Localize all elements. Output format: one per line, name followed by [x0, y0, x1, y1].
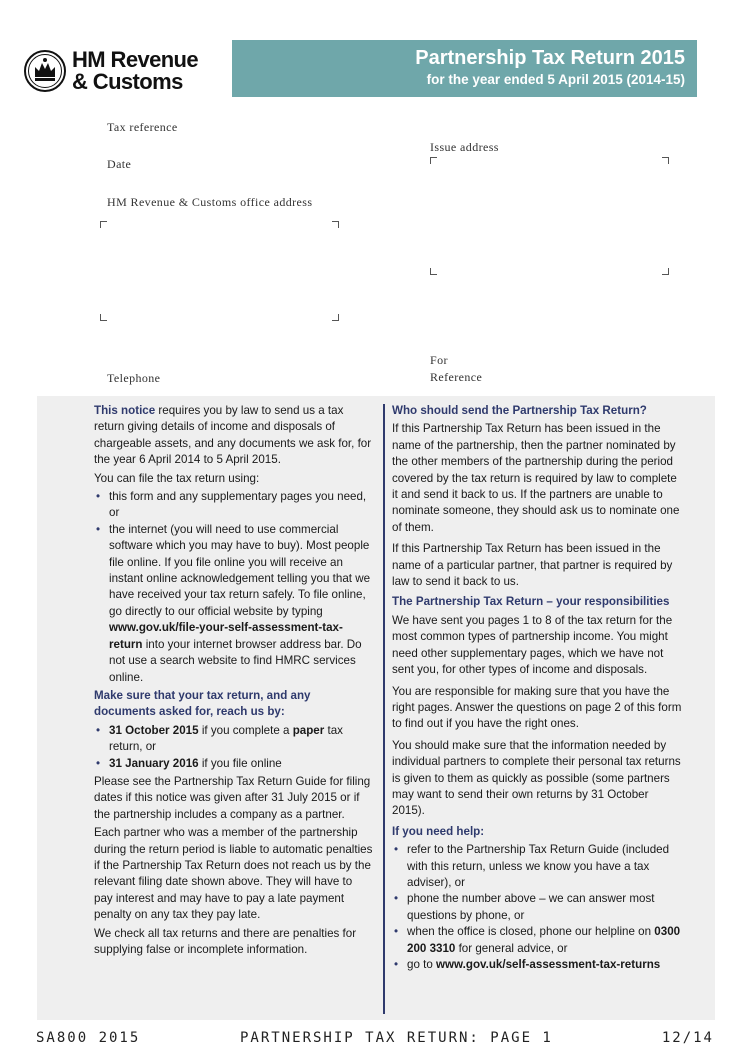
issue-address-box-corner — [662, 268, 669, 275]
office-address-box-corner — [100, 314, 107, 321]
list-item — [392, 924, 684, 957]
file-online-link[interactable]: www.gov.uk/file-your-self-assessment-tax-return — [109, 621, 343, 651]
check-note: We check all tax returns and there are penalties for supplying false or incomplete information. — [94, 926, 357, 956]
paper-emphasis: paper — [292, 723, 325, 737]
filing-methods-list — [94, 489, 374, 686]
list-item-text: when the office is closed, phone our helpline on — [407, 925, 655, 939]
list-item-text: for general advice, or — [455, 941, 568, 955]
form-subtitle: for the year ended 5 April 2015 (2014-15) — [426, 72, 685, 87]
guide-note: Please see the Partnership Tax Return Guide for filing dates if this notice was given after 31 July 2015 or if the partnership includes a company as a partner. — [94, 774, 371, 821]
form-code: SA800 2015 — [36, 1030, 141, 1046]
issue-address-label: Issue address — [430, 140, 499, 154]
telephone-label: Telephone — [107, 371, 161, 385]
deadline-date: 31 January 2016 — [109, 756, 199, 770]
list-item — [94, 756, 374, 772]
particular-partner-text: If this Partnership Tax Return has been issued in the name of a particular partner, that partner is required by law to send it back to us. — [392, 542, 673, 589]
penalty-note: Each partner who was a member of the partnership during the return period is liable to automatic penalties if the Partnership Tax Return does not reach us by the relevant filing date shown above. They will have to pay interest and may have to pay a late payment penalty on any tax they pay late. — [94, 826, 373, 922]
who-should-send-text: If this Partnership Tax Return has been issued in the name of the partnership, then the partner nominated by the other members of the partnership during the period covered by the tax return is required by law to complete it and send it back to us. If the partners are unable to nominate someone, they should ask us to nominate one of them. — [392, 422, 680, 534]
title-banner — [232, 40, 697, 97]
crown-crest-icon — [24, 48, 66, 94]
list-item-text: go to — [407, 958, 437, 971]
date-label: Date — [107, 157, 132, 171]
help-list — [392, 842, 684, 973]
help-heading: If you need help: — [392, 824, 485, 838]
tax-reference-label: Tax reference — [107, 120, 178, 134]
right-column — [392, 403, 684, 973]
issue-address-box-corner — [430, 268, 437, 275]
list-item-text: if you file online — [198, 756, 282, 770]
pages-sent-text: We have sent you pages 1 to 8 of the tax return for the most common types of partnership income. You might need other supplementary pages, which we have not sent you, for other types of income and disposals. — [392, 613, 673, 677]
list-item-text: tax return, or — [109, 723, 343, 754]
logo-line-1: HM Revenue — [72, 47, 199, 72]
right-pages-text: You are responsible for making sure that you have the right pages. Answer the questions on page 2 of this form to find out if you have the right ones. — [392, 684, 682, 731]
self-assessment-link[interactable]: www.gov.uk/self-assessment-tax-returns — [436, 958, 661, 971]
deadline-date: 31 October 2015 — [109, 723, 199, 737]
hmrc-logo — [24, 48, 198, 94]
filing-methods-intro: You can file the tax return using: — [94, 471, 260, 485]
form-version: 12/14 — [661, 1030, 714, 1046]
notice-text: requires you by law to send us a tax return giving details of income and disposals of chargeable assets, and any documents we ask for, for the year 6 April 2014 to 5 April 2015. — [94, 404, 372, 467]
partner-info-text: You should make sure that the information needed by individual partners to complete their personal tax returns is given to them as quickly as possible (some partners may want to send their own returns by 31 October 2015). — [392, 738, 681, 818]
list-item — [94, 723, 374, 756]
list-item-text: the internet (you will need to use commercial software which you may have to buy). Most people file online. If you file online you will receive an instant online acknowledgement telling you that we have received your tax return safely. To file online, go directly to our official website by typing — [109, 522, 371, 618]
issue-address-box-corner — [662, 157, 669, 164]
notice-lead: This notice — [94, 404, 156, 417]
office-address-box-corner — [332, 314, 339, 321]
list-item-text: into your internet browser address bar. Do not use a search website to find HMRC services online. — [109, 637, 362, 684]
issue-address-box-corner — [430, 157, 437, 164]
list-item-text: if you complete a — [198, 723, 293, 737]
column-divider — [383, 404, 385, 1014]
list-item: • refer to the Partnership Tax Return Guide (included with this return, unless we know you have a tax adviser), or — [392, 842, 684, 891]
deadline-heading: Make sure that your tax return, and any documents asked for, reach us by: — [94, 688, 311, 719]
for-label: For — [430, 353, 448, 367]
list-item — [392, 957, 684, 973]
office-address-label: HM Revenue & Customs office address — [107, 195, 313, 209]
list-item: • this form and any supplementary pages you need, or — [94, 489, 374, 522]
responsibilities-heading: The Partnership Tax Return – your responsibilities — [392, 595, 670, 609]
office-address-box-corner — [332, 221, 339, 228]
logo-line-2: & Customs — [72, 69, 183, 94]
page-caption: PARTNERSHIP TAX RETURN: PAGE 1 — [240, 1030, 553, 1046]
who-should-send-heading: Who should send the Partnership Tax Return? — [392, 404, 647, 417]
list-item: • phone the number above – we can answer most questions by phone, or — [392, 891, 684, 924]
deadline-list — [94, 723, 374, 772]
helpline-number[interactable]: 0300 200 3310 — [407, 925, 681, 955]
left-column — [94, 403, 374, 960]
office-address-box-corner — [100, 221, 107, 228]
form-title: Partnership Tax Return 2015 — [415, 47, 685, 69]
list-item — [94, 522, 374, 686]
reference-label: Reference — [430, 370, 483, 384]
